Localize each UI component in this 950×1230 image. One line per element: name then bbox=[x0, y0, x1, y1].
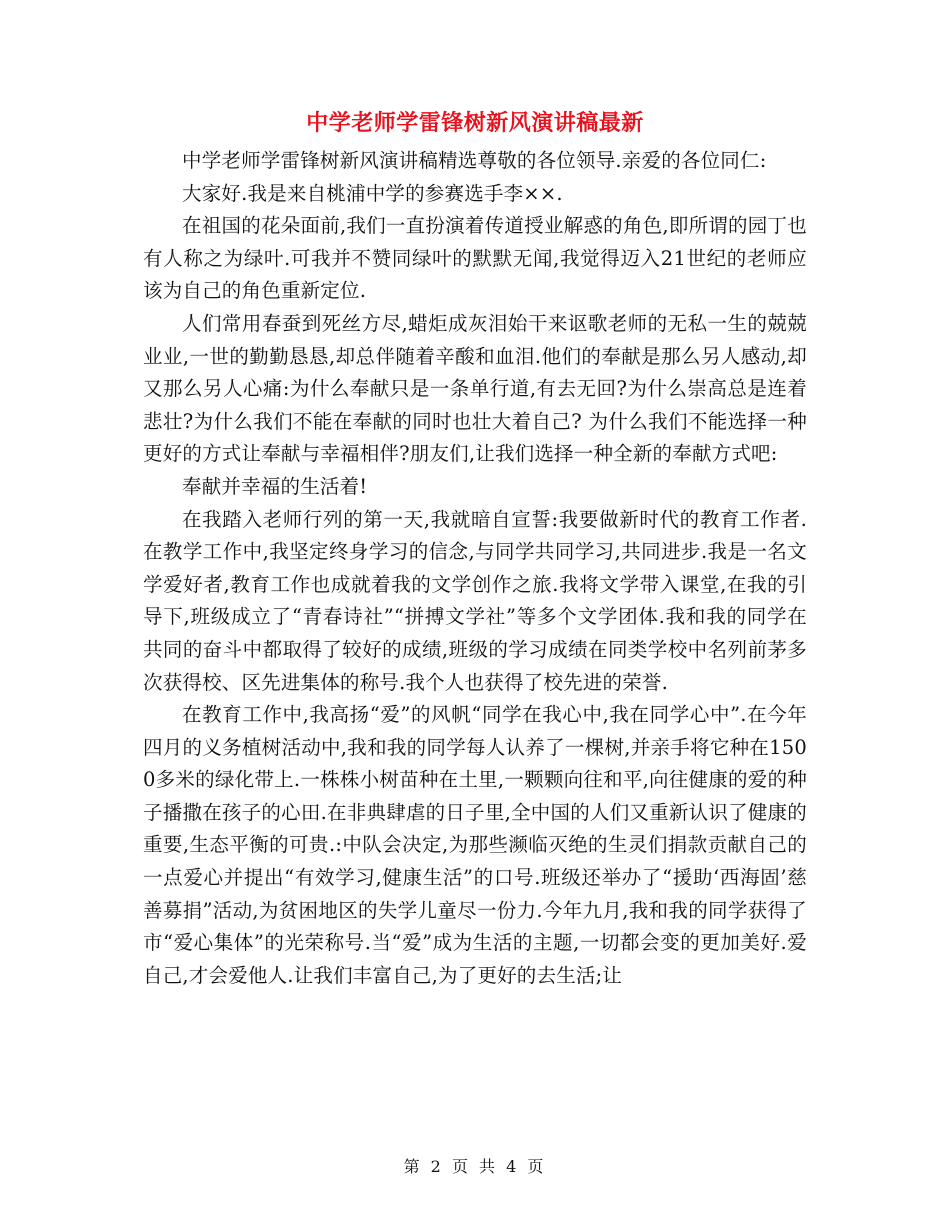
document-body bbox=[143, 145, 807, 992]
paragraph-role: 在祖国的花朵面前,我们一直扮演着传道授业解惑的角色,即所谓的园丁也有人称之为绿叶.可我并不赞同绿叶的默默无闻,我觉得迈入21世纪的老师应该为自己的角色重新定位. bbox=[143, 214, 807, 303]
document-title: 中学老师学雷锋树新风演讲稿最新 bbox=[306, 111, 644, 136]
paragraph-salutation: 中学老师学雷锋树新风演讲稿精选尊敬的各位领导.亲爱的各位同仁: bbox=[182, 149, 767, 172]
page-number: 第 2 页 共 4 页 bbox=[403, 1157, 547, 1176]
paragraph-love: 在教育工作中,我高扬“爱”的风帆“同学在我心中,我在同学心中”.在今年四月的义务植树活动中,我和我的同学每人认养了一棵树,并亲手将它种在1500多米的绿化带上.一株株小树苗种在土里,一颗颗向往和平,向往健康的爱的种子播撒在孩子的心田.在非典肆虐的日子里,全中国的人们又重新认识了健康的重要,生态平衡的可贵.:中队会决定,为那些濒临灭绝的生灵们捐款贡献自己的一点爱心并提出“有效学习,健康生活”的口号.班级还举办了“援助‘西海固’慈善募捐”活动,为贫困地区的失学儿童尽一份力.今年九月,我和我的同学获得了市“爱心集体”的光荣称号.当“爱”成为生活的主题,一切都会变的更加美好.爱自己,才会爱他人.让我们丰富自己,为了更好的去生活;让 bbox=[143, 703, 807, 987]
paragraph-greeting: 大家好.我是来自桃浦中学的参赛选手李××. bbox=[182, 181, 563, 205]
paragraph-motto: 奉献并幸福的生活着! bbox=[182, 474, 368, 498]
paragraph-dedication: 人们常用春蚕到死丝方尽,蜡炬成灰泪始干来讴歌老师的无私一生的兢兢业业,一世的勤勤恳恳,却总伴随着辛酸和血泪.他们的奉献是那么另人感动,却又那么另人心痛:为什么奉献只是一条单行道,有去无回?为什么崇高总是连着悲壮?为什么我们不能在奉献的同时也壮大着自己? 为什么我们不能选择一种更好的方式让奉献与幸福相伴?朋友们,让我们选择一种全新的奉献方式吧: bbox=[143, 311, 807, 466]
paragraph-teaching: 在我踏入老师行列的第一天,我就暗自宣誓:我要做新时代的教育工作者.在教学工作中,我坚定终身学习的信念,与同学共同学习,共同进步.我是一名文学爱好者,教育工作也成就着我的文学创作之旅.我将文学带入课堂,在我的引导下,班级成立了“青春诗社”“拼搏文学社”等多个文学团体.我和我的同学在共同的奋斗中都取得了较好的成绩,班级的学习成绩在同类学校中名列前茅多次获得校、区先进集体的称号.我个人也获得了校先进的荣誉. bbox=[143, 507, 807, 694]
